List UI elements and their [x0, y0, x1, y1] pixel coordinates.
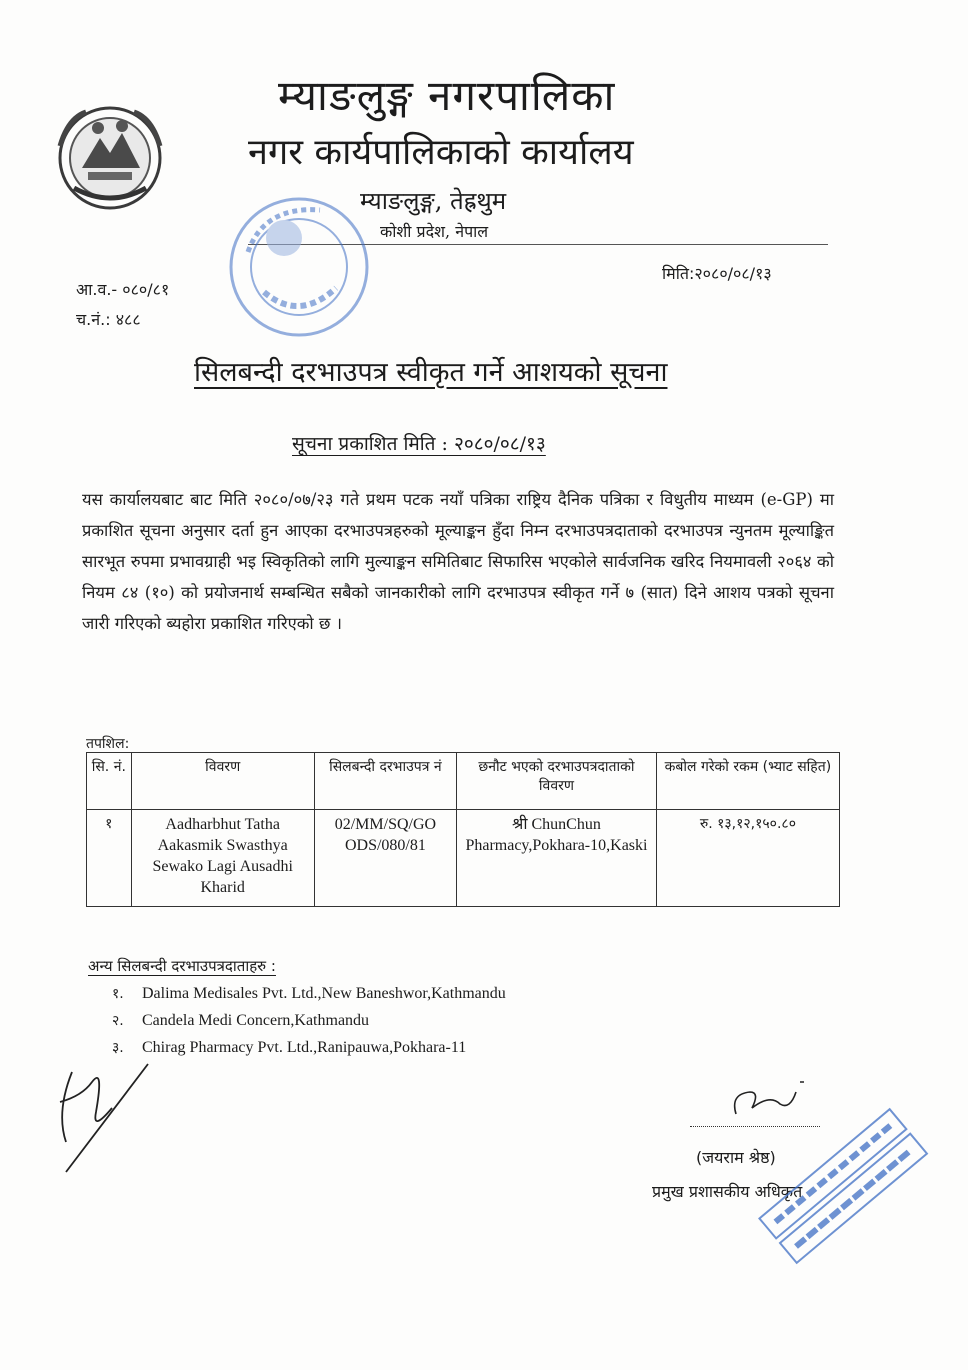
list-item: १. Dalima Medisales Pvt. Ltd.,New Baneshwor,Kathmandu — [112, 985, 506, 1002]
office-province: कोशी प्रदेश, नेपाल — [380, 222, 489, 241]
dispatch-number: च.नं.: ४८८ — [76, 310, 141, 329]
cell-amount: रु. १३,१२,१५०.८० — [656, 810, 839, 907]
table-row — [87, 810, 840, 907]
cell-bid-no: 02/MM/SQ/GO ODS/080/81 — [314, 810, 456, 907]
header-bid-no: सिलबन्दी दरभाउपत्र नं — [314, 753, 456, 810]
office-seal-icon — [224, 192, 374, 342]
office-name: नगर कार्यपालिकाको कार्यालय — [248, 132, 634, 173]
list-item: ३. Chirag Pharmacy Pvt. Ltd.,Ranipauwa,Pokhara-11 — [112, 1039, 467, 1056]
municipality-name: म्याङलुङ्ग नगरपालिका — [278, 71, 616, 120]
cell-bidder: श्री ChunChun Pharmacy,Pokhara-10,Kaski — [457, 810, 657, 907]
table-caption: तपशिल: — [86, 736, 130, 752]
header-amount: कबोल गरेको रकम (भ्याट सहित) — [656, 753, 839, 810]
letter-date: मिति:२०८०/०८/१३ — [662, 264, 772, 283]
table-header-row — [87, 753, 840, 810]
cell-description: Aadharbhut Tatha Aakasmik Swasthya Sewako Lagi Ausadhi Kharid — [131, 810, 314, 907]
signatory-designation: प्रमुख प्रशासकीय अधिकृत — [652, 1182, 803, 1201]
publication-date: सूचना प्रकाशित मिति : २०८०/०८/१३ — [292, 433, 546, 455]
nepal-emblem-icon — [52, 98, 168, 214]
signatory-name: (जयराम श्रेष्ठ) — [696, 1148, 776, 1167]
header-bidder: छनौट भएको दरभाउपत्रदाताको विवरण — [457, 753, 657, 810]
list-item: २. Candela Medi Concern,Kathmandu — [112, 1012, 370, 1029]
cell-sn: १ — [87, 810, 132, 907]
bid-table — [86, 752, 840, 907]
notice-title: सिलबन्दी दरभाउपत्र स्वीकृत गर्ने आशयको सूचना — [194, 357, 668, 388]
header-sn: सि. नं. — [87, 753, 132, 810]
other-bidders-list — [112, 980, 506, 1061]
office-place: म्याङलुङ्ग, तेह्रथुम — [360, 187, 507, 215]
initial-signature-icon — [52, 1052, 152, 1182]
officer-stamp-icon — [740, 1100, 940, 1280]
fiscal-year: आ.व.- ०८०/८१ — [76, 280, 170, 299]
header-description: विवरण — [131, 753, 314, 810]
other-bidders-title: अन्य सिलबन्दी दरभाउपत्रदाताहरु : — [88, 957, 276, 975]
notice-body: यस कार्यालयबाट बाट मिति २०८०/०७/२३ गते प्रथम पटक नयाँ पत्रिका राष्ट्रिय दैनिक पत्रिका र विधुतीय माध्यम (e-GP) मा प्रकाशित सूचना अनुसार दर्ता हुन आएका दरभाउपत्रहरुको मूल्याङ्कन हुँदा निम्न दरभाउपत्रदाताको दरभाउपत्र न्युनतम मूल्याङ्कित सारभूत रुपमा प्रभावग्राही भइ स्विकृतिको लागि मुल्याङ्कन समितिबाट सिफारिस भएकोले सार्वजनिक खरिद नियमावली २०६४ को नियम ८४ (१०) को प्रयोजनार्थ सम्बन्धित सबैको जानकारीको लागि दरभाउपत्र स्वीकृत गर्ने ७ (सात) दिने आशय पत्रको सूचना जारी गरिएको ब्यहोरा प्रकाशित गरिएको छ । — [82, 490, 834, 633]
